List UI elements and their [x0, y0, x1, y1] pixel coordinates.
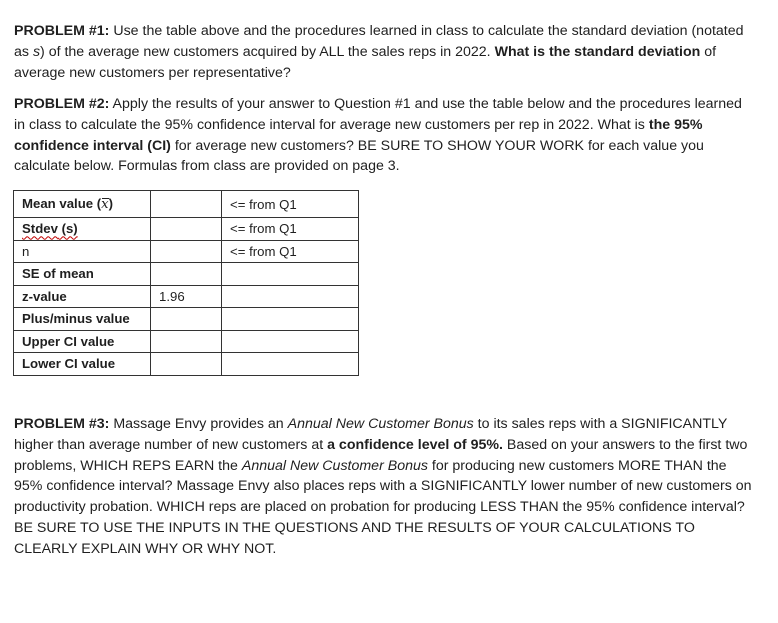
z-note [222, 285, 359, 308]
n-value-cell[interactable] [151, 240, 222, 263]
problem-2-text-a: Apply the results of your answer to Question #1 and use the table below and the procedures learned in class to calculate the 95% confidence interval for average new customers per rep in 2022. What is [14, 96, 742, 133]
problem-2-question: the 95% confidence interval (CI) [14, 116, 703, 154]
table-row-n [14, 240, 359, 263]
bonus-name-2: Annual New Customer Bonus [241, 457, 428, 474]
z-label: z-value [14, 285, 151, 308]
problem-1-text-a: Use the table above and the procedures learned in class to calculate the standard deviation (notated as [14, 23, 744, 60]
problem-1-text-b: ) of the average new customers acquired by ALL the sales reps in 2022. [40, 43, 495, 60]
stdev-value-cell[interactable] [151, 218, 222, 241]
se-note [222, 263, 359, 286]
mean-note: <= from Q1 [222, 191, 359, 218]
plus-minus-note [222, 308, 359, 331]
problem-3-text-d: for producing new customers MORE THAN the 95% confidence interval? Massage Envy also places reps with a SIGNIFICANTLY lower number of new customers on productivity probation. WHICH reps are placed on probation for producing LESS THAN the 95% confidence interval? BE SURE TO USE THE INPUTS IN THE QUESTIONS AND THE RESULTS OF YOUR CALCULATIONS TO CLEARLY EXPLAIN WHY OR WHY NOT. [14, 457, 752, 557]
problem-1-label: PROBLEM #1: [14, 23, 110, 39]
problem-3-label: PROBLEM #3: [14, 416, 110, 432]
problem-3-paragraph [14, 414, 756, 560]
table-row-stdev [14, 218, 359, 241]
stdev-label: Stdev (s) [14, 218, 151, 241]
mean-label: Mean value (x) [14, 191, 151, 218]
lower-ci-label: Lower CI value [14, 353, 151, 376]
confidence-level-phrase: a confidence level of 95%. [327, 436, 503, 453]
n-note: <= from Q1 [222, 240, 359, 263]
problem-3-text-a: Massage Envy provides an [109, 416, 288, 432]
z-value-cell[interactable]: 1.96 [151, 285, 222, 308]
problem-1-paragraph [14, 21, 756, 83]
problem-3-text-b: to its sales reps with a SIGNIFICANTLY higher than average number of new customers at [14, 416, 728, 453]
n-label: n [14, 240, 151, 263]
lower-ci-value-cell[interactable] [151, 353, 222, 376]
table-row-se [14, 263, 359, 286]
problem-3-text-c: Based on your answers to the first two problems, WHICH REPS EARN the [14, 436, 748, 474]
se-label: SE of mean [14, 263, 151, 286]
plus-minus-value-cell[interactable] [151, 308, 222, 331]
se-value-cell[interactable] [151, 263, 222, 286]
upper-ci-value-cell[interactable] [151, 330, 222, 353]
problem-1-text-c: of average new customers per representative? [14, 43, 717, 81]
table-row-z [14, 285, 359, 308]
problem-1-question: What is the standard deviation [494, 43, 701, 60]
lower-ci-note [222, 353, 359, 376]
ci-calculation-table [13, 190, 359, 376]
bonus-name-1: Annual New Customer Bonus [287, 416, 474, 432]
table-row-mean [14, 191, 359, 218]
problem-2-paragraph [14, 94, 756, 177]
problem-2-text-b: for average new customers? BE SURE TO SHOW YOUR WORK for each value you calculate below. Formulas from class are provided on page 3. [14, 137, 704, 175]
table-row-lower-ci [14, 353, 359, 376]
upper-ci-note [222, 330, 359, 353]
problem-2-label: PROBLEM #2: [14, 96, 110, 112]
upper-ci-label: Upper CI value [14, 330, 151, 353]
mean-value-cell[interactable] [151, 191, 222, 218]
table-row-upper-ci [14, 330, 359, 353]
spellcheck-word: Stdev [22, 221, 58, 237]
problem-1-s-symbol: s [32, 43, 41, 60]
table-row-plus-minus [14, 308, 359, 331]
x-bar-symbol: x [101, 197, 109, 212]
stdev-note: <= from Q1 [222, 218, 359, 241]
plus-minus-label: Plus/minus value [14, 308, 151, 331]
